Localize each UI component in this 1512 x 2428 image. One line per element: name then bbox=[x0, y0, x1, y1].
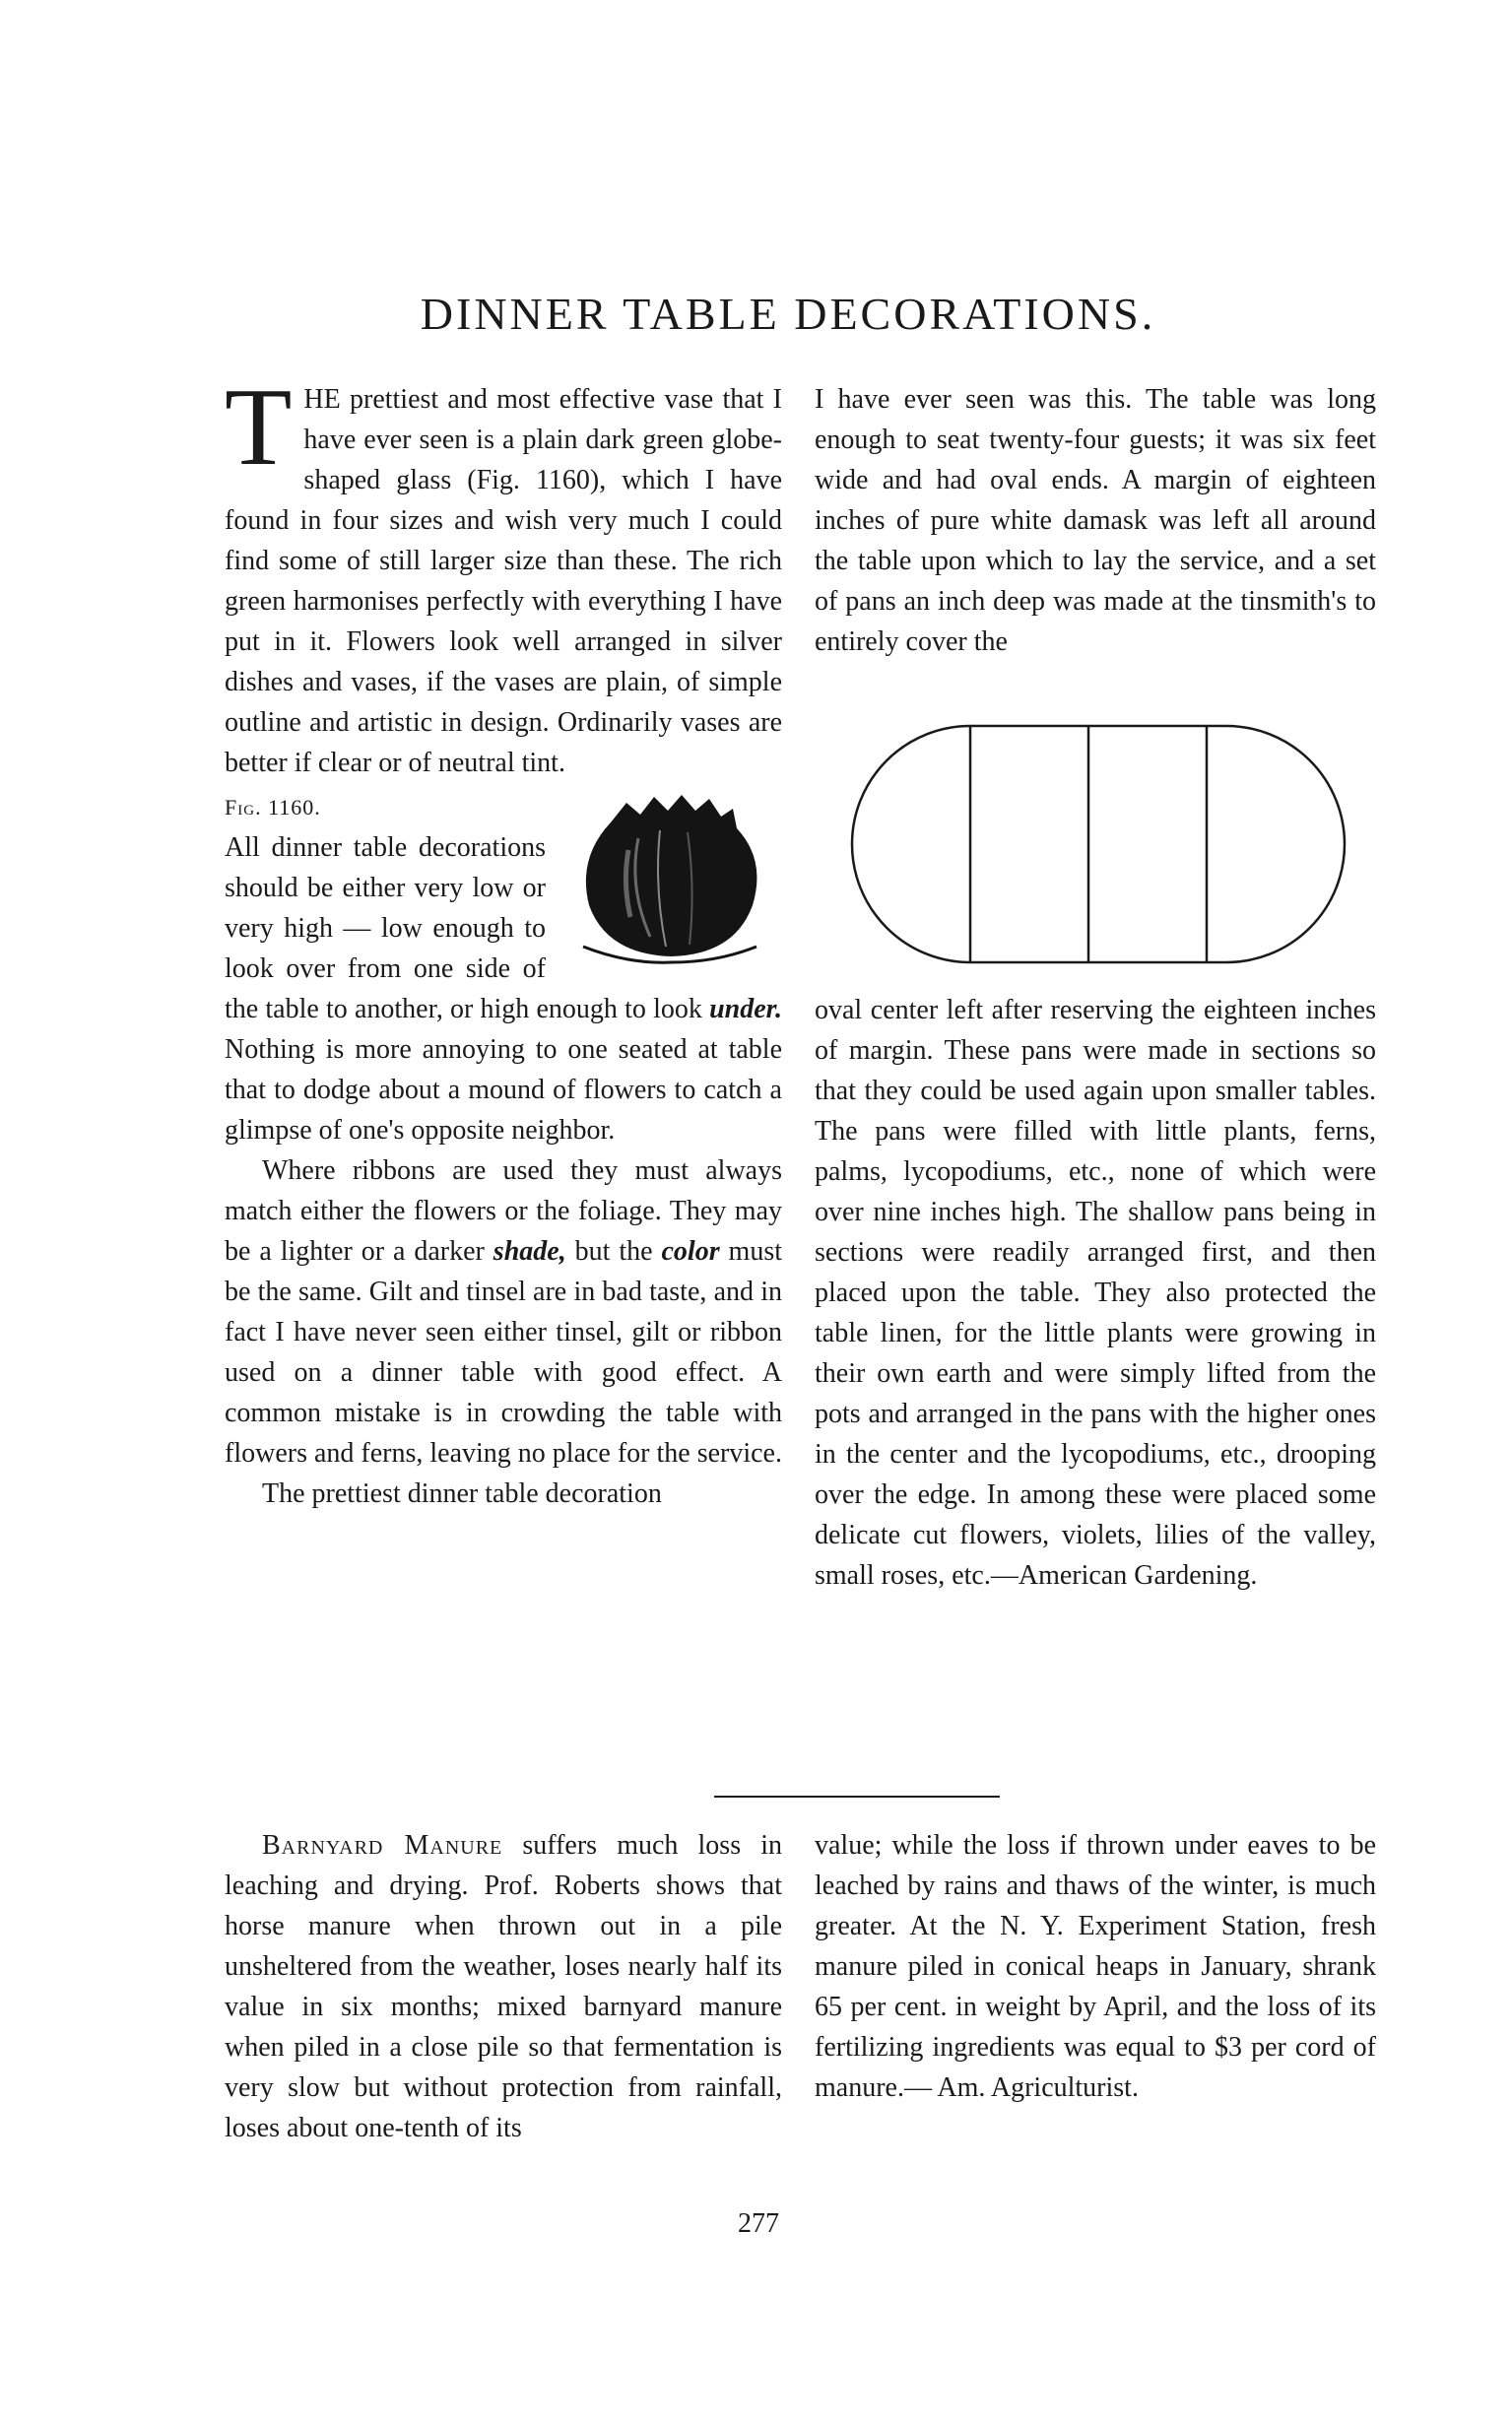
paragraph-ribbons-text-a: Where ribbons are used they must always match either the flowers or the foliage. They may be a lighter or a darker bbox=[225, 1155, 782, 1267]
paragraph-height-text-a: All dinner table decorations should be either very low or very high — low enough to look over from one side of the table to another, or high enough to look bbox=[225, 832, 702, 1024]
paragraph-manure-right: value; while the loss if thrown under eaves to be leached by rains and thaws of the winter, is much greater. At the N. Y. Experiment Station, fresh manure piled in conical heaps in January, shrank 65 per cent. in weight by April, and the loss of its fertilizing ingredients was equal to $3 per cord of manure.— Am. Agriculturist. bbox=[815, 1830, 1376, 2103]
paragraph-ribbons-text-c: must be the same. Gilt and tinsel are in bad taste, and in fact I have never seen either tinsel, gilt or ribbon used on a dinner table with good effect. A common mistake is in crowding the table with flowers and ferns, leaving no place for the service. bbox=[225, 1236, 783, 1469]
drop-cap: T bbox=[225, 366, 293, 489]
paragraph-pans: oval center left after reserving the eighteen inches of margin. These pans were made in sections so that they could be used again upon smaller tables. The pans were filled with little plants, ferns, palms, lycopodiums, etc., none of which were over nine inches high. The shallow pans being in sections were readily arranged first, and then placed upon the table. They also protected the table linen, for the little plants were growing in their own earth and were simply lifted from the pots and arranged in the pans with the higher ones in the center and the lycopodiums, etc., drooping over the edge. In among these were placed some delicate cut flowers, violets, lilies of the valley, small roses, etc.—American Gardening. bbox=[815, 995, 1376, 1591]
paragraph-ribbons bbox=[225, 1150, 782, 1474]
figure-1160 bbox=[559, 789, 782, 966]
manure-right-column bbox=[815, 1825, 1376, 2108]
paragraph-height-text-b: Nothing is more annoying to one seated at table that to dodge about a mound of flowers to catch a glimpse of one's opposite neighbor. bbox=[225, 1034, 782, 1146]
paragraph-table: I have ever seen was this. The table was long enough to seat twenty-four guests; it was six feet wide and had oval ends. A margin of eighteen inches of pure white damask was left all around the table upon which to lay the service, and a set of pans an inch deep was made at the tinsmith's to entirely cover the bbox=[815, 384, 1376, 657]
emphasis-under: under. bbox=[709, 994, 783, 1024]
paragraph-ribbons-text-b: but the bbox=[574, 1236, 653, 1267]
paragraph-vase bbox=[225, 366, 782, 783]
page-number: 277 bbox=[738, 2208, 779, 2239]
page-title: DINNER TABLE DECORATIONS. bbox=[420, 289, 1156, 339]
figure-caption: Fig. 1160. bbox=[225, 795, 321, 820]
manure-left-column bbox=[225, 1825, 782, 2148]
emphasis-color: color bbox=[661, 1236, 720, 1267]
paragraph-manure-left bbox=[225, 1825, 782, 2148]
oval-table-pans-diagram-icon bbox=[847, 721, 1349, 967]
manure-left-text: suffers much loss in leaching and drying. Prof. Roberts shows that horse manure when thrown out in a pile unsheltered from the weather, loses nearly half its value in six months; mixed barnyard manure when piled in a close pile so that fermentation is very slow but without protection from rainfall, loses about one-tenth of its bbox=[225, 1830, 783, 2143]
article-right-column-top bbox=[815, 379, 1376, 662]
article-right-column-bottom bbox=[815, 990, 1376, 1596]
paragraph-vase-text: HE prettiest and most effective vase that I have ever seen is a plain dark green globe-shaped glass (Fig. 1160), which I have found in four sizes and wish very much I could find some of still larger size than these. The rich green harmonises perfectly with everything I have put in it. Flowers look well arranged in silver dishes and vases, if the vases are plain, of simple outline and artistic in design. Ordinarily vases are better if clear or of neutral tint. bbox=[225, 384, 782, 778]
section-divider bbox=[714, 1796, 1000, 1798]
globe-vase-illustration-icon bbox=[569, 789, 772, 966]
emphasis-shade: shade, bbox=[493, 1236, 566, 1267]
article-left-column bbox=[225, 366, 783, 1514]
paragraph-prettiest: The prettiest dinner table decoration bbox=[262, 1478, 662, 1509]
manure-lead: Barnyard Manure bbox=[262, 1830, 503, 1861]
